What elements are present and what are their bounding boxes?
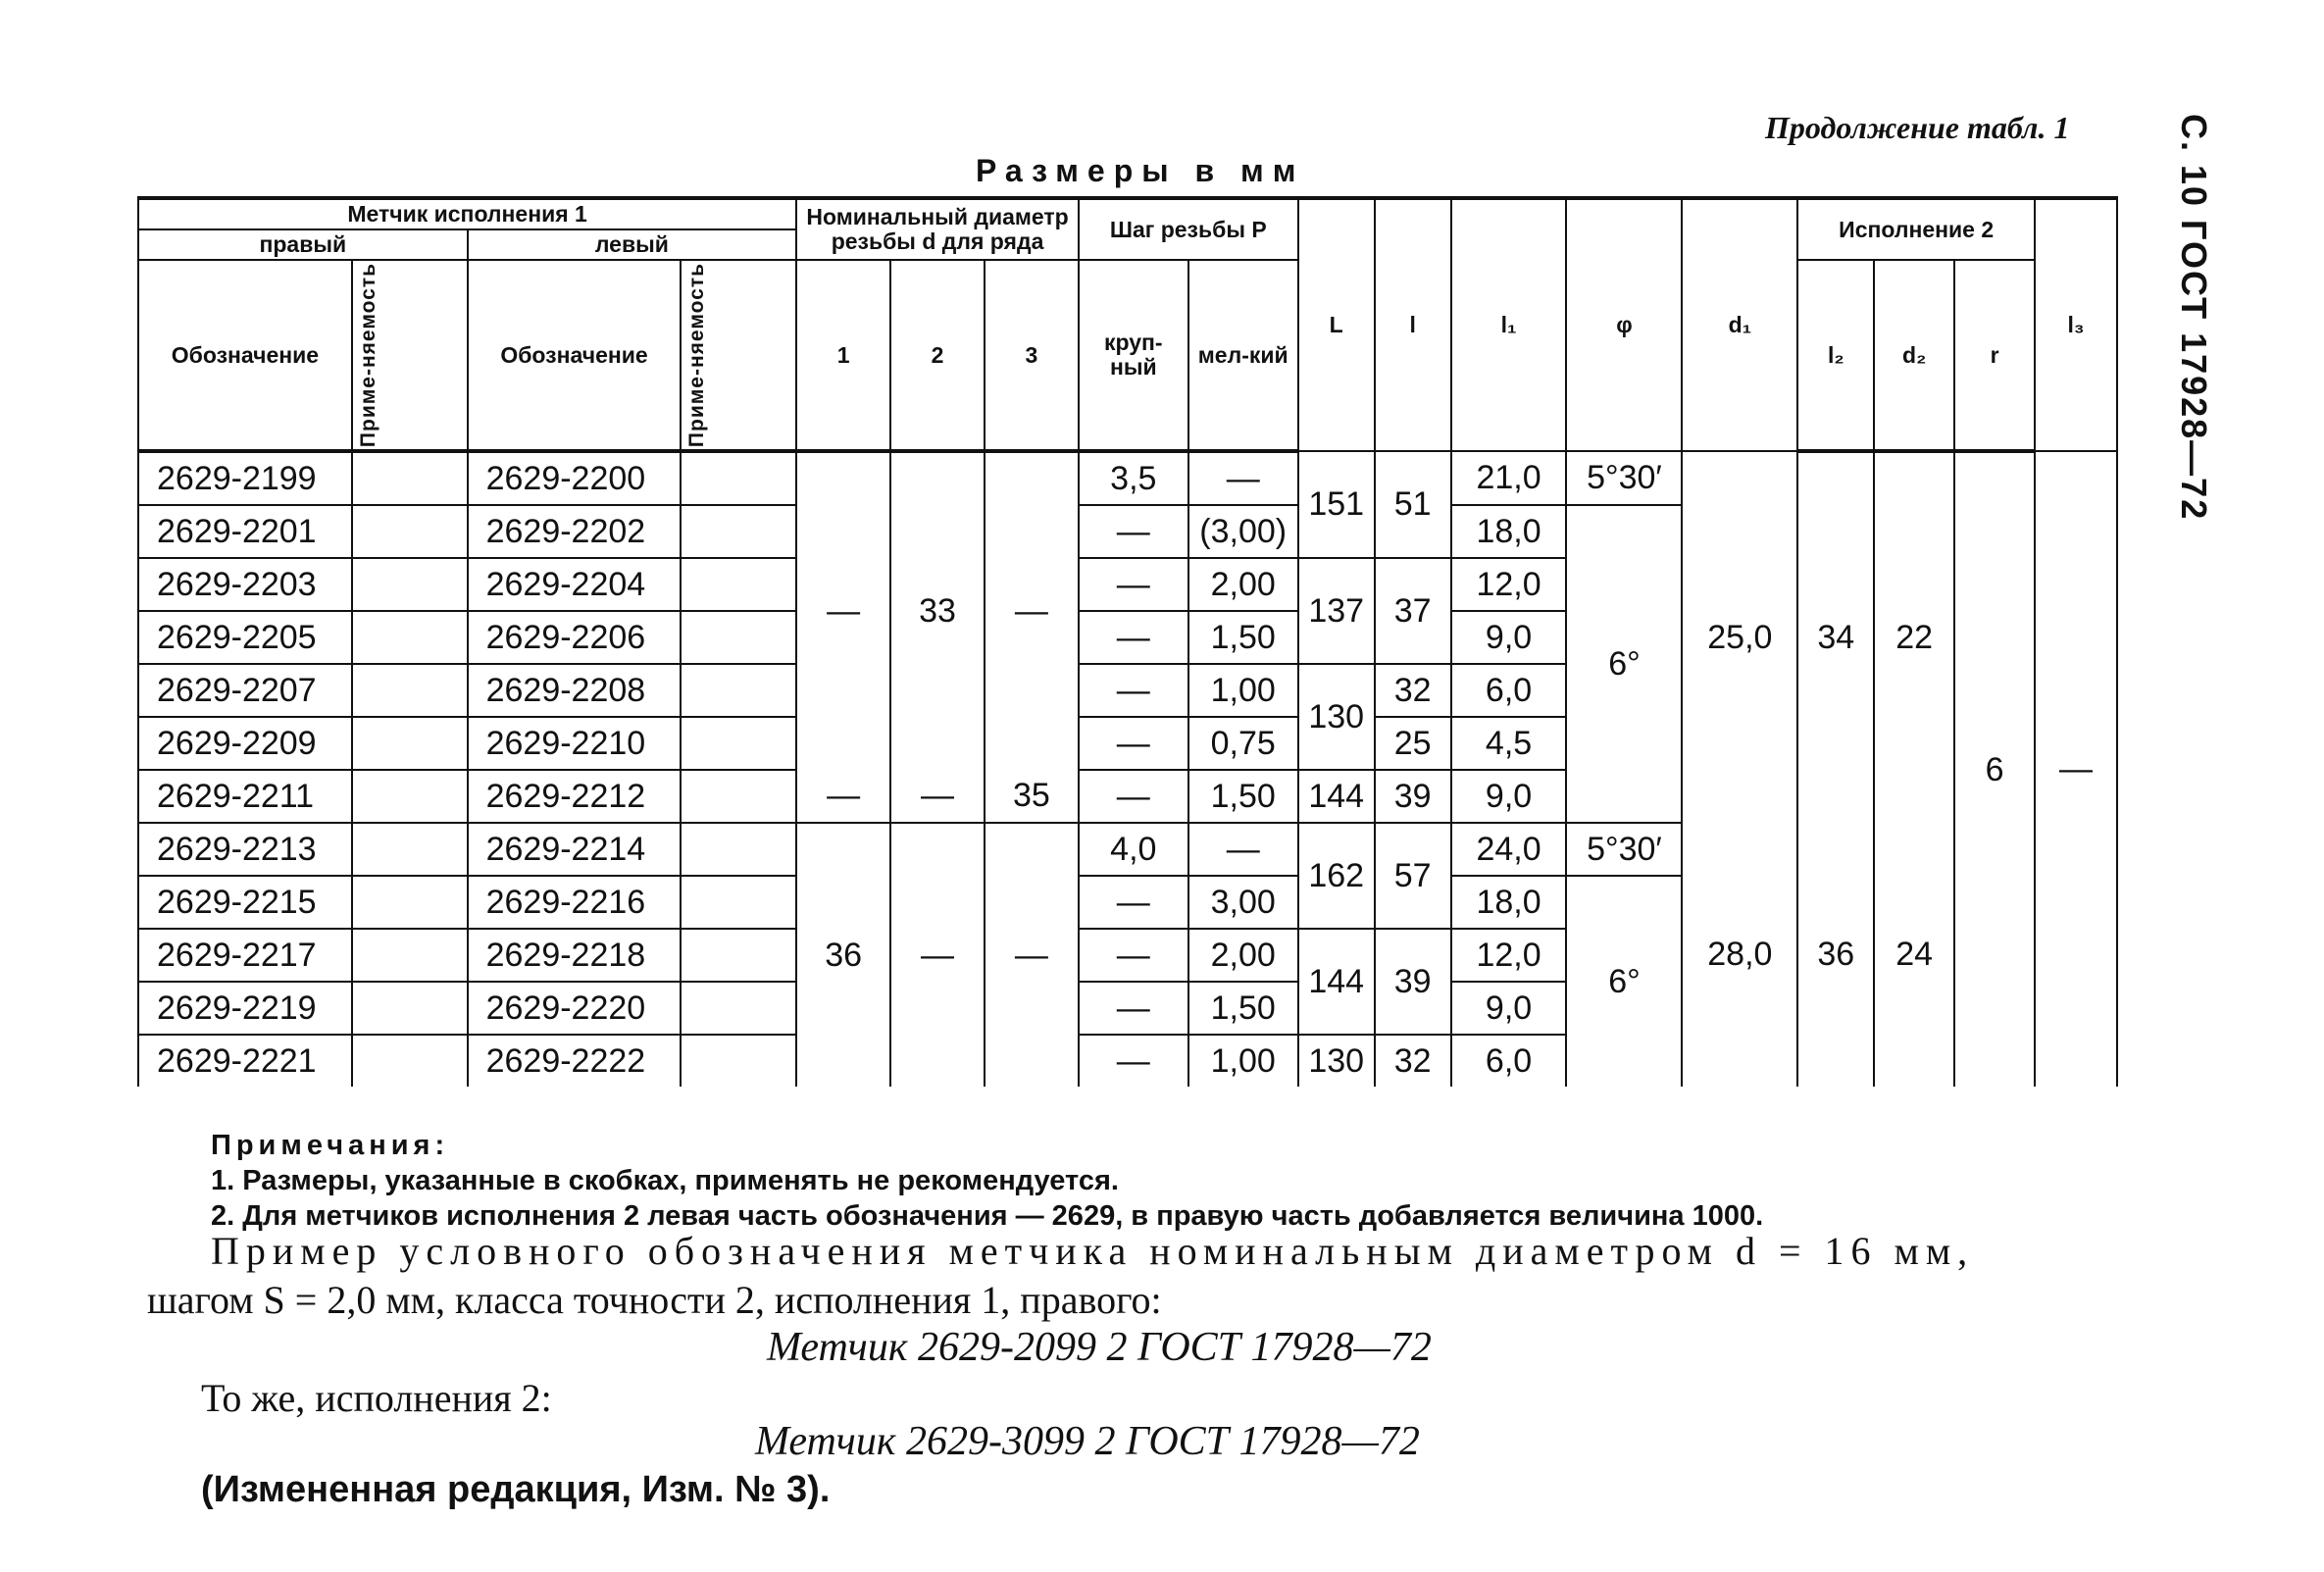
designation-right: 2629-2209 [138,717,352,770]
nominal-row3: — [985,451,1079,770]
notes-block [211,1128,1763,1234]
r-value: 6 [1954,451,2035,1087]
pitch-coarse: — [1079,1035,1188,1087]
header-l2: l₂ [1797,260,1874,451]
l1-value: 9,0 [1451,611,1567,664]
table-row [138,823,2117,876]
table-row [138,451,2117,505]
designation-left: 2629-2212 [468,770,682,823]
note-2: 2. Для метчиков исполнения 2 левая часть обозначения — 2629, в правую часть добавляется величина 1000. [211,1200,1764,1232]
pitch-fine: (3,00) [1188,505,1298,558]
header-row2: 2 [890,260,985,451]
l-value: 57 [1375,823,1451,929]
example-designation-2: Метчик 2629-3099 2 ГОСТ 17928—72 [755,1419,1420,1464]
designation-left: 2629-2216 [468,876,682,929]
designation-right: 2629-2221 [138,1035,352,1087]
applicability-cell [681,451,796,505]
pitch-fine: 1,00 [1188,664,1298,717]
pitch-coarse: — [1079,717,1188,770]
nominal-row3: — [985,823,1079,1087]
applicability-cell [681,876,796,929]
header-d2: d₂ [1874,260,1954,451]
designation-right: 2629-2205 [138,611,352,664]
l-value: 25 [1375,717,1451,770]
designation-right: 2629-2203 [138,558,352,611]
pitch-fine: — [1188,451,1298,505]
pitch-coarse: — [1079,505,1188,558]
header-l: l [1375,198,1451,451]
phi-value: 6° [1566,876,1682,1087]
L-value: 162 [1298,823,1375,929]
header-L: L [1298,198,1375,451]
designation-left: 2629-2202 [468,505,682,558]
L-value: 144 [1298,929,1375,1035]
designation-left: 2629-2218 [468,929,682,982]
applicability-cell [352,451,468,505]
header-designation-left: Обозначение [468,260,682,451]
pitch-fine: 0,75 [1188,717,1298,770]
l1-value: 21,0 [1451,451,1567,505]
l-value: 51 [1375,451,1451,558]
d2-value: 24 [1874,823,1954,1087]
example-line-2: шагом S = 2,0 мм, класса точности 2, исполнения 1, правого: [147,1278,1162,1322]
l1-value: 18,0 [1451,876,1567,929]
l-value: 32 [1375,1035,1451,1087]
pitch-fine: 2,00 [1188,929,1298,982]
l2-value: 36 [1797,823,1874,1087]
pitch-fine: — [1188,823,1298,876]
header-coarse: круп-ный [1079,260,1188,451]
applicability-cell [352,982,468,1035]
pitch-coarse: — [1079,611,1188,664]
pitch-coarse: — [1079,929,1188,982]
example-same: То же, исполнения 2: [201,1376,552,1420]
l2-value: 34 [1797,451,1874,823]
L-value: 130 [1298,1035,1375,1087]
applicability-cell [681,1035,796,1087]
l3-value: — [2035,451,2117,1087]
applicability-cell [681,717,796,770]
dimensions-table [137,196,2118,1087]
designation-right: 2629-2199 [138,451,352,505]
designation-right: 2629-2201 [138,505,352,558]
pitch-coarse: — [1079,982,1188,1035]
nominal-row1: — [796,451,890,770]
l-value: 39 [1375,770,1451,823]
d1-value: 28,0 [1682,823,1797,1087]
nominal-row3: 35 [985,770,1079,823]
applicability-cell [681,558,796,611]
edition-note: (Измененная редакция, Изм. № 3). [201,1469,831,1510]
applicability-cell [352,823,468,876]
L-value: 144 [1298,770,1375,823]
header-applicability-right: Приме-няемость [352,260,468,451]
header-left: левый [468,229,797,260]
designation-right: 2629-2215 [138,876,352,929]
applicability-cell [681,929,796,982]
side-header-text: С. 10 ГОСТ 17928—72 [2174,114,2214,522]
designation-right: 2629-2219 [138,982,352,1035]
l-value: 39 [1375,929,1451,1035]
applicability-cell [681,664,796,717]
header-l3: l₃ [2035,198,2117,451]
pitch-fine: 3,00 [1188,876,1298,929]
nominal-row1: — [796,770,890,823]
header-nominal: Номинальный диаметр резьбы d для ряда [796,198,1079,260]
phi-value: 6° [1566,505,1682,823]
example-line-1: Пример условного обозначения метчика номинальным диаметром d = 16 мм, [211,1229,1975,1273]
designation-left: 2629-2210 [468,717,682,770]
header-tap1: Метчик исполнения 1 [138,198,796,229]
designation-left: 2629-2206 [468,611,682,664]
L-value: 151 [1298,451,1375,558]
units-caption: Размеры в мм [976,153,1305,188]
d1-value: 25,0 [1682,451,1797,823]
designation-right: 2629-2211 [138,770,352,823]
applicability-cell [352,505,468,558]
header-applicability-left: Приме-няемость [681,260,796,451]
designation-left: 2629-2204 [468,558,682,611]
designation-left: 2629-2200 [468,451,682,505]
pitch-fine: 1,50 [1188,611,1298,664]
header-row3: 3 [985,260,1079,451]
pitch-fine: 1,50 [1188,982,1298,1035]
header-phi: φ [1566,198,1682,451]
header-designation-right: Обозначение [138,260,352,451]
pitch-coarse: — [1079,876,1188,929]
applicability-cell [352,1035,468,1087]
header-d1: d₁ [1682,198,1797,451]
header-right: правый [138,229,468,260]
header-pitch: Шаг резьбы P [1079,198,1298,260]
continuation-label: Продолжение табл. 1 [1765,110,2070,145]
l1-value: 12,0 [1451,929,1567,982]
designation-right: 2629-2217 [138,929,352,982]
applicability-cell [681,982,796,1035]
l1-value: 6,0 [1451,664,1567,717]
nominal-row2: 33 [890,451,985,770]
header-row1: 1 [796,260,890,451]
pitch-fine: 1,00 [1188,1035,1298,1087]
l1-value: 6,0 [1451,1035,1567,1087]
l1-value: 9,0 [1451,982,1567,1035]
note-1: 1. Размеры, указанные в скобках, применять не рекомендуется. [211,1165,1119,1196]
applicability-cell [352,876,468,929]
applicability-cell [352,611,468,664]
pitch-coarse: — [1079,664,1188,717]
applicability-cell [352,770,468,823]
L-value: 137 [1298,558,1375,664]
pitch-fine: 2,00 [1188,558,1298,611]
page-side-header [2146,114,2234,526]
applicability-cell [352,664,468,717]
nominal-row1: 36 [796,823,890,1087]
pitch-coarse: — [1079,770,1188,823]
header-r: r [1954,260,2035,451]
applicability-cell [681,770,796,823]
l1-value: 18,0 [1451,505,1567,558]
designation-right: 2629-2213 [138,823,352,876]
applicability-cell [681,611,796,664]
phi-value: 5°30′ [1566,823,1682,876]
L-value: 130 [1298,664,1375,770]
example-designation-1: Метчик 2629-2099 2 ГОСТ 17928—72 [767,1325,1432,1370]
phi-value: 5°30′ [1566,451,1682,505]
pitch-coarse: 3,5 [1079,451,1188,505]
l1-value: 12,0 [1451,558,1567,611]
applicability-cell [352,929,468,982]
designation-left: 2629-2222 [468,1035,682,1087]
designation-right: 2629-2207 [138,664,352,717]
applicability-cell [681,505,796,558]
header-fine: мел-кий [1188,260,1298,451]
applicability-cell [352,558,468,611]
designation-left: 2629-2220 [468,982,682,1035]
l1-value: 4,5 [1451,717,1567,770]
designation-left: 2629-2208 [468,664,682,717]
header-ver2: Исполнение 2 [1797,198,2035,260]
pitch-coarse: — [1079,558,1188,611]
applicability-cell [352,717,468,770]
d2-value: 22 [1874,451,1954,823]
pitch-coarse: 4,0 [1079,823,1188,876]
pitch-fine: 1,50 [1188,770,1298,823]
l-value: 37 [1375,558,1451,664]
nominal-row2: — [890,770,985,823]
l-value: 32 [1375,664,1451,717]
l1-value: 9,0 [1451,770,1567,823]
notes-title: Примечания: [211,1130,450,1161]
nominal-row2: — [890,823,985,1087]
designation-left: 2629-2214 [468,823,682,876]
applicability-cell [681,823,796,876]
l1-value: 24,0 [1451,823,1567,876]
header-l1: l₁ [1451,198,1567,451]
